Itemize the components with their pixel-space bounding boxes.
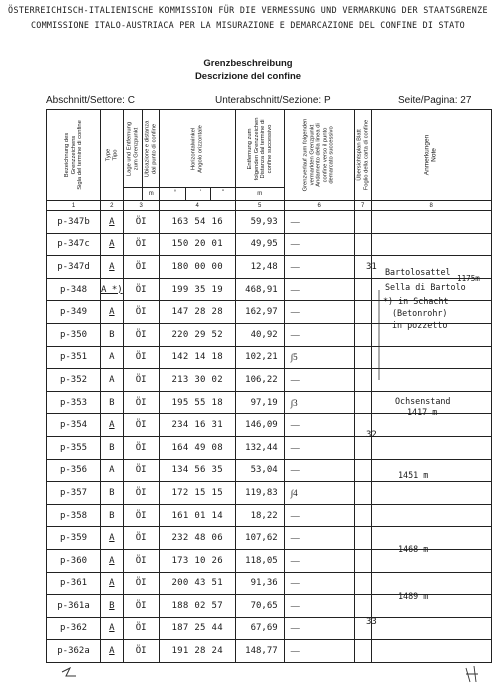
marker-type: B — [101, 504, 124, 527]
marker-location: ÖI — [123, 549, 159, 572]
distance-next: 67,69 — [235, 617, 284, 640]
table-row — [47, 436, 492, 459]
sheet-cell — [354, 640, 371, 663]
boundary-course: ∫4 — [284, 482, 354, 505]
distance-next: 468,91 — [235, 278, 284, 301]
table-row — [47, 482, 492, 505]
horizontal-angle: 172 15 15 — [159, 482, 235, 505]
notes-cell — [371, 617, 491, 640]
notes-cell — [371, 211, 491, 234]
title-italian: Descrizione del confine — [194, 71, 302, 82]
marker-location: ÖI — [123, 346, 159, 369]
sheet-33: 33 — [366, 617, 377, 627]
distance-next: 59,93 — [235, 211, 284, 234]
marker-type: B — [101, 323, 124, 346]
notes-cell — [371, 504, 491, 527]
boundary-course: — — [284, 436, 354, 459]
unit-angle: ° ' " — [159, 188, 235, 201]
marker-location: ÖI — [123, 617, 159, 640]
col-header-marker: Bezeichnung des Grenzzeichens Sigla del termine di confine — [47, 110, 101, 201]
marker-type: A — [101, 233, 124, 256]
note-ochsenstand: Ochsenstand — [395, 396, 451, 406]
horizontal-angle: 232 48 06 — [159, 527, 235, 550]
marker-id: p-359 — [47, 527, 101, 550]
boundary-course: — — [284, 211, 354, 234]
marker-id: p-362a — [47, 640, 101, 663]
marker-type: A — [101, 211, 124, 234]
marker-location: ÖI — [123, 572, 159, 595]
note-1468: 1468 m — [398, 544, 429, 554]
distance-next: 70,65 — [235, 595, 284, 618]
sheet-cell — [354, 549, 371, 572]
boundary-course: — — [284, 369, 354, 392]
distance-next: 107,62 — [235, 527, 284, 550]
marker-location: ÖI — [123, 595, 159, 618]
table-row — [47, 504, 492, 527]
marker-id: p-347c — [47, 233, 101, 256]
unit-distance: m — [235, 188, 284, 201]
horizontal-angle: 199 35 19 — [159, 278, 235, 301]
note-bartolo-alt: 1175m — [457, 274, 480, 283]
marker-type: B — [101, 391, 124, 414]
distance-next: 162,97 — [235, 301, 284, 324]
distance-next: 146,09 — [235, 414, 284, 437]
horizontal-angle: 234 16 31 — [159, 414, 235, 437]
table-row — [47, 233, 492, 256]
marker-location: ÖI — [123, 414, 159, 437]
table-row — [47, 414, 492, 437]
marker-type: A — [101, 301, 124, 324]
col-header-course: Grenzverlauf zum folgenden vermarkten Grenzpunkt Andamento della linea di confine verso il punto demarcato successivo — [284, 110, 354, 201]
boundary-course: — — [284, 278, 354, 301]
marker-id: p-350 — [47, 323, 101, 346]
notes-cell — [371, 482, 491, 505]
marker-location: ÖI — [123, 278, 159, 301]
distance-next: 40,92 — [235, 323, 284, 346]
horizontal-angle: 200 43 51 — [159, 572, 235, 595]
marker-type: A — [101, 572, 124, 595]
marker-type: A — [101, 256, 124, 279]
distance-next: 106,22 — [235, 369, 284, 392]
sheet-cell — [354, 233, 371, 256]
marker-location: ÖI — [123, 391, 159, 414]
boundary-course: — — [284, 414, 354, 437]
boundary-course: ∫5 — [284, 346, 354, 369]
horizontal-angle: 195 55 18 — [159, 391, 235, 414]
notes-cell — [371, 527, 491, 550]
col-header-location: Lage und Entfernung zum Grenzpunkt Ubicazione e distanza dal punto di confine — [123, 110, 159, 188]
horizontal-angle: 213 30 02 — [159, 369, 235, 392]
marker-type: A — [101, 346, 124, 369]
marker-location: ÖI — [123, 459, 159, 482]
boundary-course: — — [284, 504, 354, 527]
marker-location: ÖI — [123, 527, 159, 550]
distance-next: 102,21 — [235, 346, 284, 369]
col-header-sheet: Übersichtsplan Blatt Foglio della carta di confine — [354, 110, 371, 201]
marker-location: ÖI — [123, 256, 159, 279]
marker-location: ÖI — [123, 640, 159, 663]
sheet-cell — [354, 301, 371, 324]
marker-location: ÖI — [123, 211, 159, 234]
boundary-course: — — [284, 459, 354, 482]
marker-location: ÖI — [123, 323, 159, 346]
marker-id: p-347d — [47, 256, 101, 279]
notes-cell — [371, 346, 491, 369]
marker-id: p-354 — [47, 414, 101, 437]
sheet-cell — [354, 527, 371, 550]
horizontal-angle: 150 20 01 — [159, 233, 235, 256]
sheet-31: 31 — [366, 262, 377, 272]
boundary-course: — — [284, 256, 354, 279]
sheet-cell — [354, 459, 371, 482]
sheet-cell — [354, 391, 371, 414]
distance-next: 18,22 — [235, 504, 284, 527]
sheet-cell — [354, 278, 371, 301]
sheet-32: 32 — [366, 430, 377, 440]
sheet-cell — [354, 369, 371, 392]
marker-id: p-355 — [47, 436, 101, 459]
horizontal-angle: 161 01 14 — [159, 504, 235, 527]
subsection-label: Unterabschnitt/Sezione: P — [215, 95, 331, 106]
marker-type: B — [101, 595, 124, 618]
distance-next: 132,44 — [235, 436, 284, 459]
header-line-italian: COMMISSIONE ITALO-AUSTRIACA PER LA MISURAZIONE E DEMARCAZIONE DEL CONFINE DI STATO — [31, 20, 465, 30]
notes-cell — [371, 549, 491, 572]
table-row — [47, 617, 492, 640]
marker-id: p-362 — [47, 617, 101, 640]
marker-location: ÖI — [123, 233, 159, 256]
sheet-cell — [354, 346, 371, 369]
notes-cell — [371, 233, 491, 256]
horizontal-angle: 187 25 44 — [159, 617, 235, 640]
sheet-cell — [354, 595, 371, 618]
marker-type: A — [101, 617, 124, 640]
marker-id: p-361a — [47, 595, 101, 618]
marker-type: A — [101, 527, 124, 550]
horizontal-angle: 163 54 16 — [159, 211, 235, 234]
page-label: Seite/Pagina: 27 — [398, 95, 472, 106]
col-header-angle: Horizontalwinkel Angolo orizzontale — [159, 110, 235, 188]
marker-type: A — [101, 549, 124, 572]
col-header-distance: Entfernung zum folgenden Grenzzeichen Distanza dal termine di confine successivo — [235, 110, 284, 188]
marker-id: p-353 — [47, 391, 101, 414]
signature-mark — [466, 666, 478, 682]
table-row — [47, 211, 492, 234]
notes-cell — [371, 459, 491, 482]
note-1451: 1451 m — [398, 470, 429, 480]
distance-next: 118,05 — [235, 549, 284, 572]
sheet-cell — [354, 572, 371, 595]
boundary-course: — — [284, 572, 354, 595]
boundary-course: ∫3 — [284, 391, 354, 414]
note-bartolo-it: Sella di Bartolo — [385, 282, 466, 292]
notes-cell — [371, 572, 491, 595]
distance-next: 148,77 — [235, 640, 284, 663]
marker-type: A — [101, 459, 124, 482]
notes-cell — [371, 369, 491, 392]
notes-cell — [371, 595, 491, 618]
marker-id: p-360 — [47, 549, 101, 572]
horizontal-angle: 180 00 00 — [159, 256, 235, 279]
note-ochsen-alt: 1417 m — [407, 407, 438, 417]
horizontal-angle: 220 29 52 — [159, 323, 235, 346]
notes-cell — [371, 414, 491, 437]
sheet-cell — [354, 482, 371, 505]
distance-next: 91,36 — [235, 572, 284, 595]
boundary-course: — — [284, 595, 354, 618]
note-bartolo-de: Bartolosattel — [385, 267, 451, 277]
column-numbers: 1 2 3 4 5 6 7 8 — [47, 201, 492, 211]
marker-id: p-358 — [47, 504, 101, 527]
marker-id: p-351 — [47, 346, 101, 369]
distance-next: 49,95 — [235, 233, 284, 256]
marker-type: B — [101, 436, 124, 459]
marker-location: ÖI — [123, 436, 159, 459]
boundary-course: — — [284, 233, 354, 256]
sheet-cell — [354, 504, 371, 527]
horizontal-angle: 142 14 18 — [159, 346, 235, 369]
unit-location: m — [123, 188, 159, 201]
marker-type: B — [101, 482, 124, 505]
col-header-type: Type Tipo — [101, 110, 124, 201]
marker-location: ÖI — [123, 504, 159, 527]
marker-location: ÖI — [123, 369, 159, 392]
sheet-cell — [354, 211, 371, 234]
notes-cell — [371, 436, 491, 459]
marker-id: p-356 — [47, 459, 101, 482]
marker-id: p-352 — [47, 369, 101, 392]
boundary-course: — — [284, 640, 354, 663]
boundary-table — [46, 109, 492, 663]
distance-next: 12,48 — [235, 256, 284, 279]
distance-next: 119,83 — [235, 482, 284, 505]
horizontal-angle: 147 28 28 — [159, 301, 235, 324]
boundary-course: — — [284, 527, 354, 550]
marker-type: A *) — [101, 278, 124, 301]
horizontal-angle: 191 28 24 — [159, 640, 235, 663]
section-label: Abschnitt/Settore: C — [46, 95, 135, 106]
marker-type: A — [101, 640, 124, 663]
marker-id: p-361 — [47, 572, 101, 595]
note-betonrohr: (Betonrohr) — [392, 308, 448, 318]
notes-cell — [371, 640, 491, 663]
marker-id: p-349 — [47, 301, 101, 324]
boundary-course: — — [284, 549, 354, 572]
horizontal-angle: 173 10 26 — [159, 549, 235, 572]
table-row — [47, 640, 492, 663]
header-line-german: ÖSTERREICHISCH-ITALIENISCHE KOMMISSION FÜR DIE VERMESSUNG UND VERMARKUNG DER STAATSGRENZE — [8, 5, 488, 15]
boundary-course: — — [284, 301, 354, 324]
marker-id: p-357 — [47, 482, 101, 505]
marker-id: p-348 — [47, 278, 101, 301]
marker-id: p-347b — [47, 211, 101, 234]
horizontal-angle: 188 02 57 — [159, 595, 235, 618]
table-row — [47, 346, 492, 369]
marker-location: ÖI — [123, 482, 159, 505]
boundary-course: — — [284, 617, 354, 640]
distance-next: 97,19 — [235, 391, 284, 414]
sheet-cell — [354, 323, 371, 346]
note-1489: 1489 m — [398, 591, 429, 601]
note-pozzetto: in pozzetto — [392, 320, 448, 330]
horizontal-angle: 164 49 08 — [159, 436, 235, 459]
table-row — [47, 369, 492, 392]
boundary-course: — — [284, 323, 354, 346]
col-header-notes: Anmerkungen Note — [371, 110, 491, 201]
horizontal-angle: 134 56 35 — [159, 459, 235, 482]
marker-type: A — [101, 369, 124, 392]
marker-type: A — [101, 414, 124, 437]
distance-next: 53,04 — [235, 459, 284, 482]
pen-mark — [62, 668, 76, 676]
note-schacht: *) in Schacht — [383, 296, 449, 306]
marker-location: ÖI — [123, 301, 159, 324]
title-german: Grenzbeschreibung — [203, 58, 293, 69]
